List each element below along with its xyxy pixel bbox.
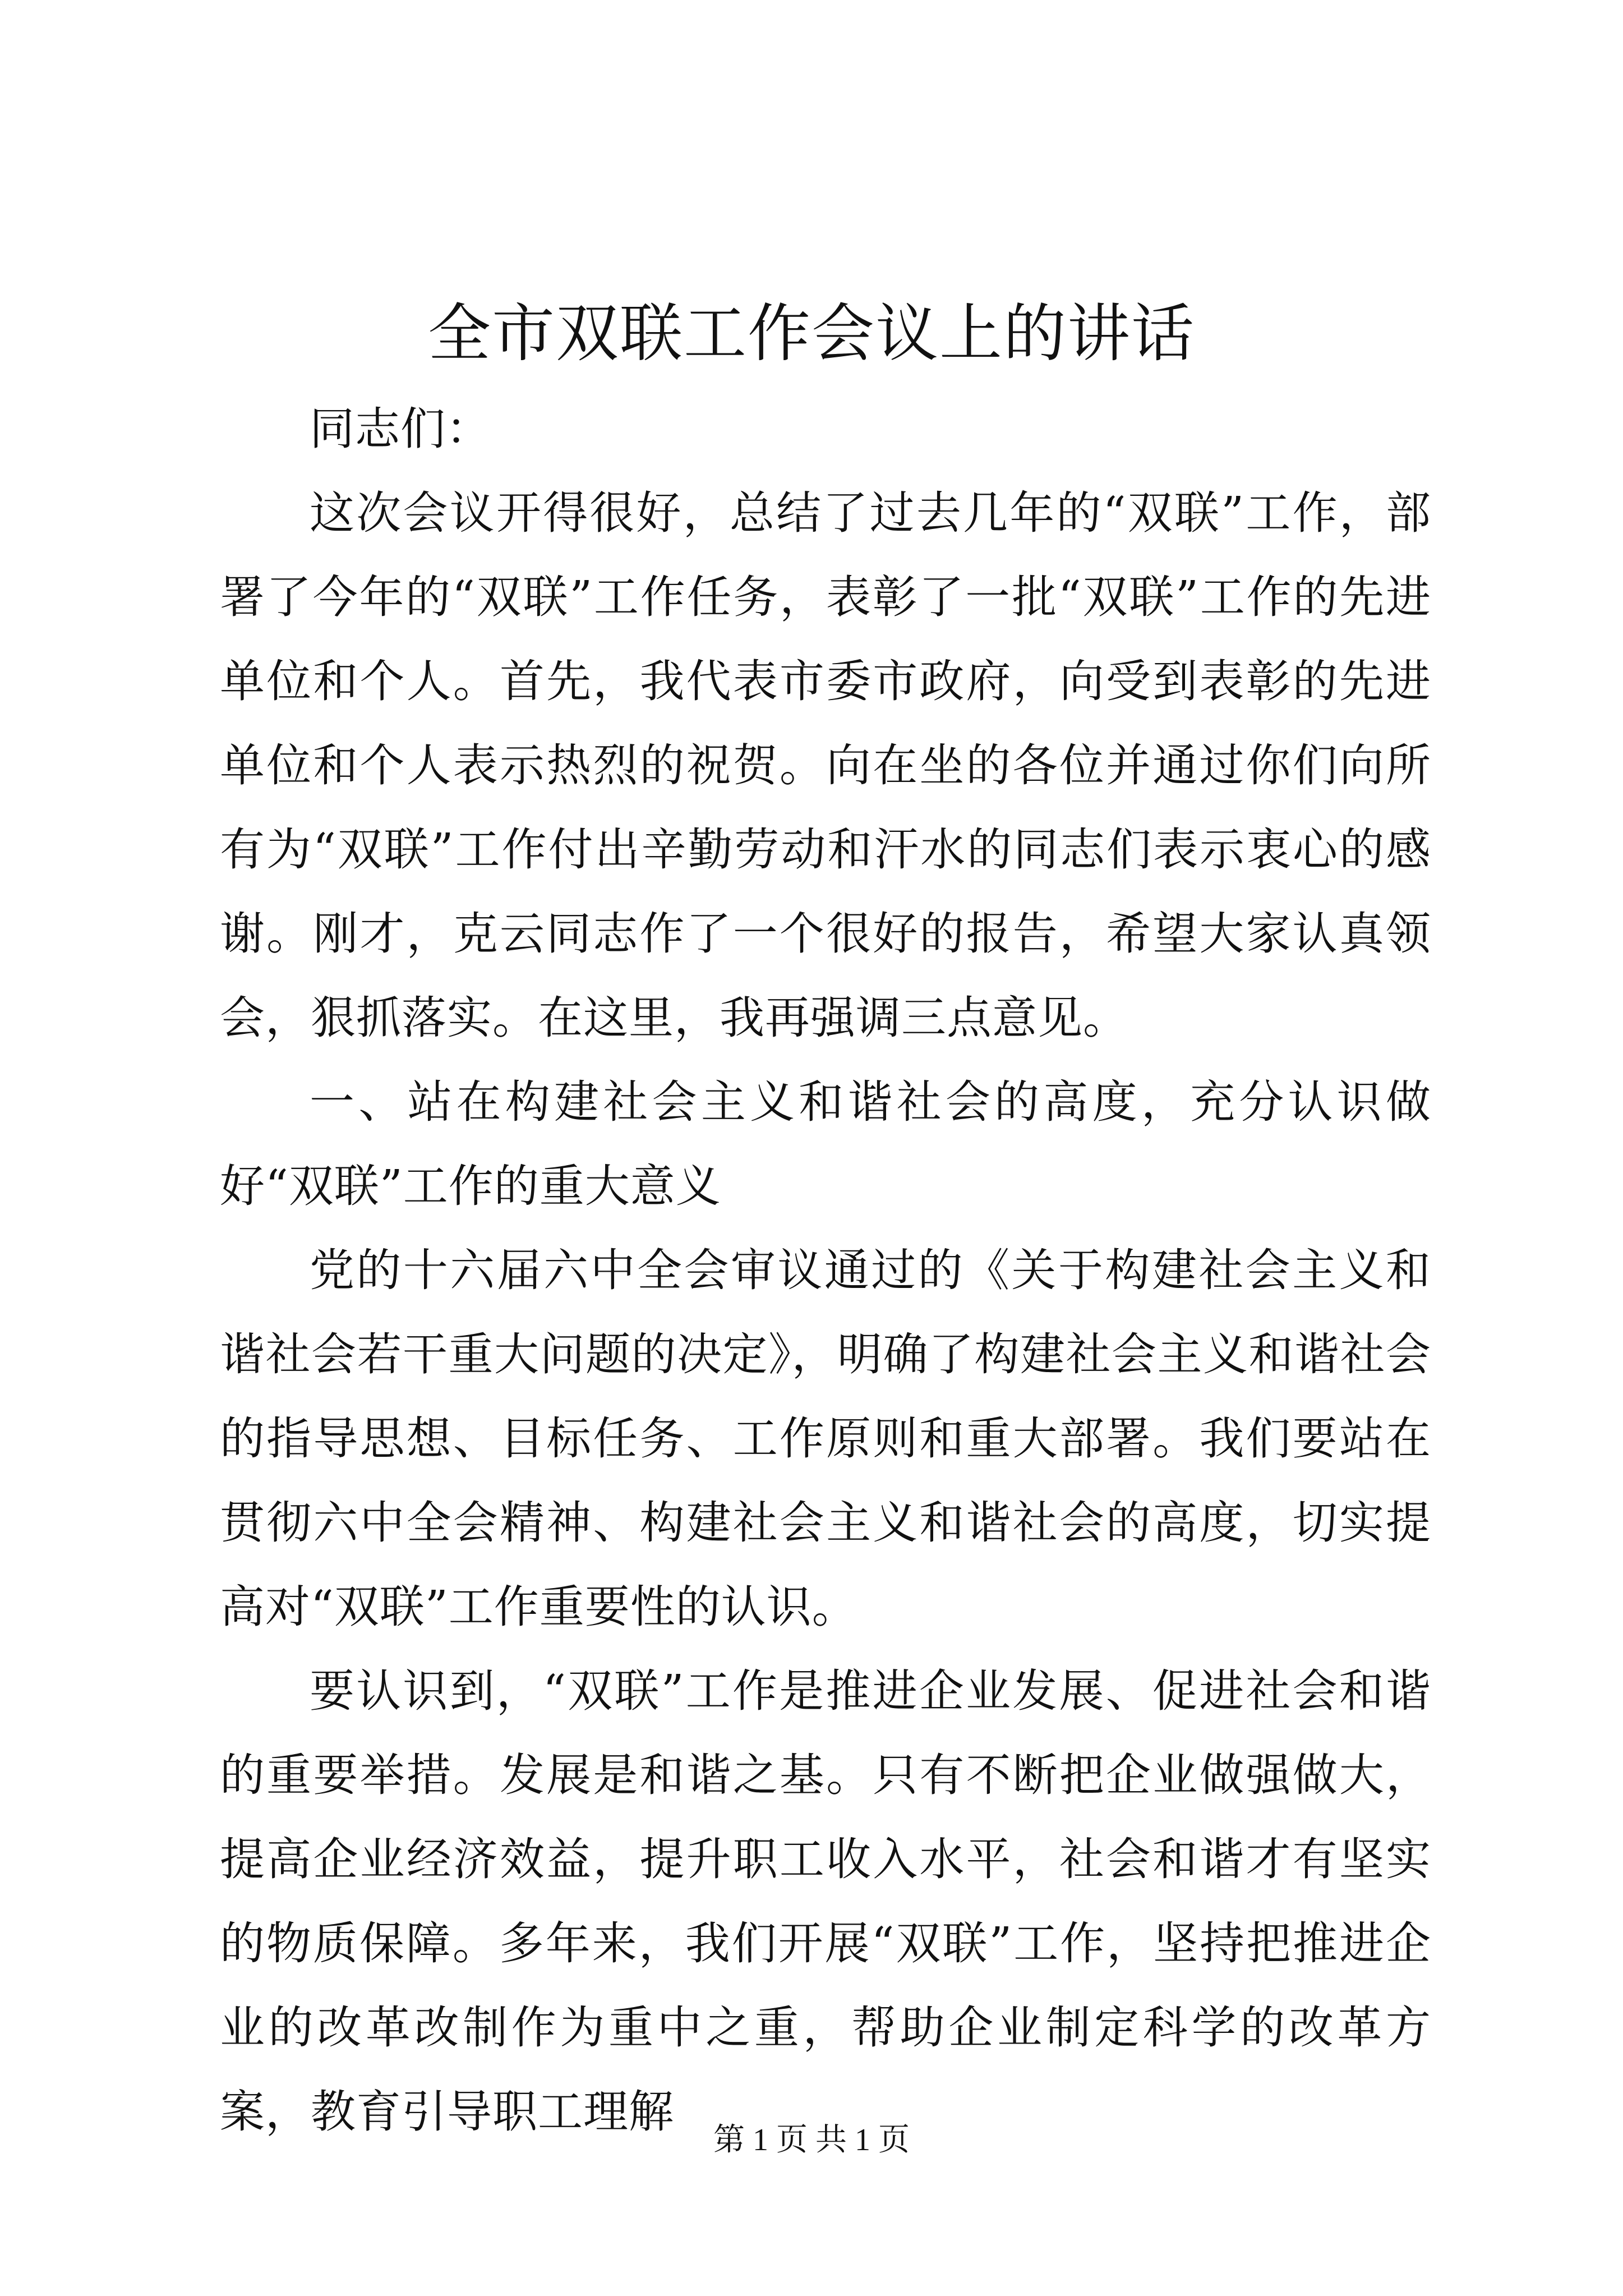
body-paragraph: 要认识到，“双联”工作是推进企业发展、促进社会和谐的重要举措。发展是和谐之基。只有不断把企业做强做大，提高企业经济效益，提升职工收入水平，社会和谐才有坚实的物质保障。多年来，我们开展“双联”工作，坚持把推进企业的改革改制作为重中之重，帮助企业制定科学的改革方案，教育引导职工理解 <box>220 1665 1431 2138</box>
body-paragraph: 这次会议开得很好，总结了过去几年的“双联”工作，部署了今年的“双联”工作任务，表彰了一批“双联”工作的先进单位和个人。首先，我代表市委市政府，向受到表彰的先进单位和个人表示热烈的祝贺。向在坐的各位并通过你们向所有为“双联”工作付出辛勤劳动和汗水的同志们表示衷心的感谢。刚才，克云同志作了一个很好的报告，希望大家认真领会，狠抓落实。在这里，我再强调三点意见。 <box>220 487 1431 1044</box>
document-body <box>220 387 1431 2154</box>
section-heading-paragraph: 一、站在构建社会主义和谐社会的高度，充分认识做好“双联”工作的重大意义 <box>220 1076 1431 1212</box>
salutation-paragraph: 同志们： <box>310 403 491 455</box>
body-paragraph: 党的十六届六中全会审议通过的《关于构建社会主义和谐社会若干重大问题的决定》，明确了构建社会主义和谐社会的指导思想、目标任务、工作原则和重大部署。我们要站在贯彻六中全会精神、构建社会主义和谐社会的高度，切实提高对“双联”工作重要性的认识。 <box>220 1244 1431 1633</box>
document-title: 全市双联工作会议上的讲话 <box>428 297 1195 370</box>
page-footer: 第 1 页 共 1 页 <box>713 2123 910 2157</box>
